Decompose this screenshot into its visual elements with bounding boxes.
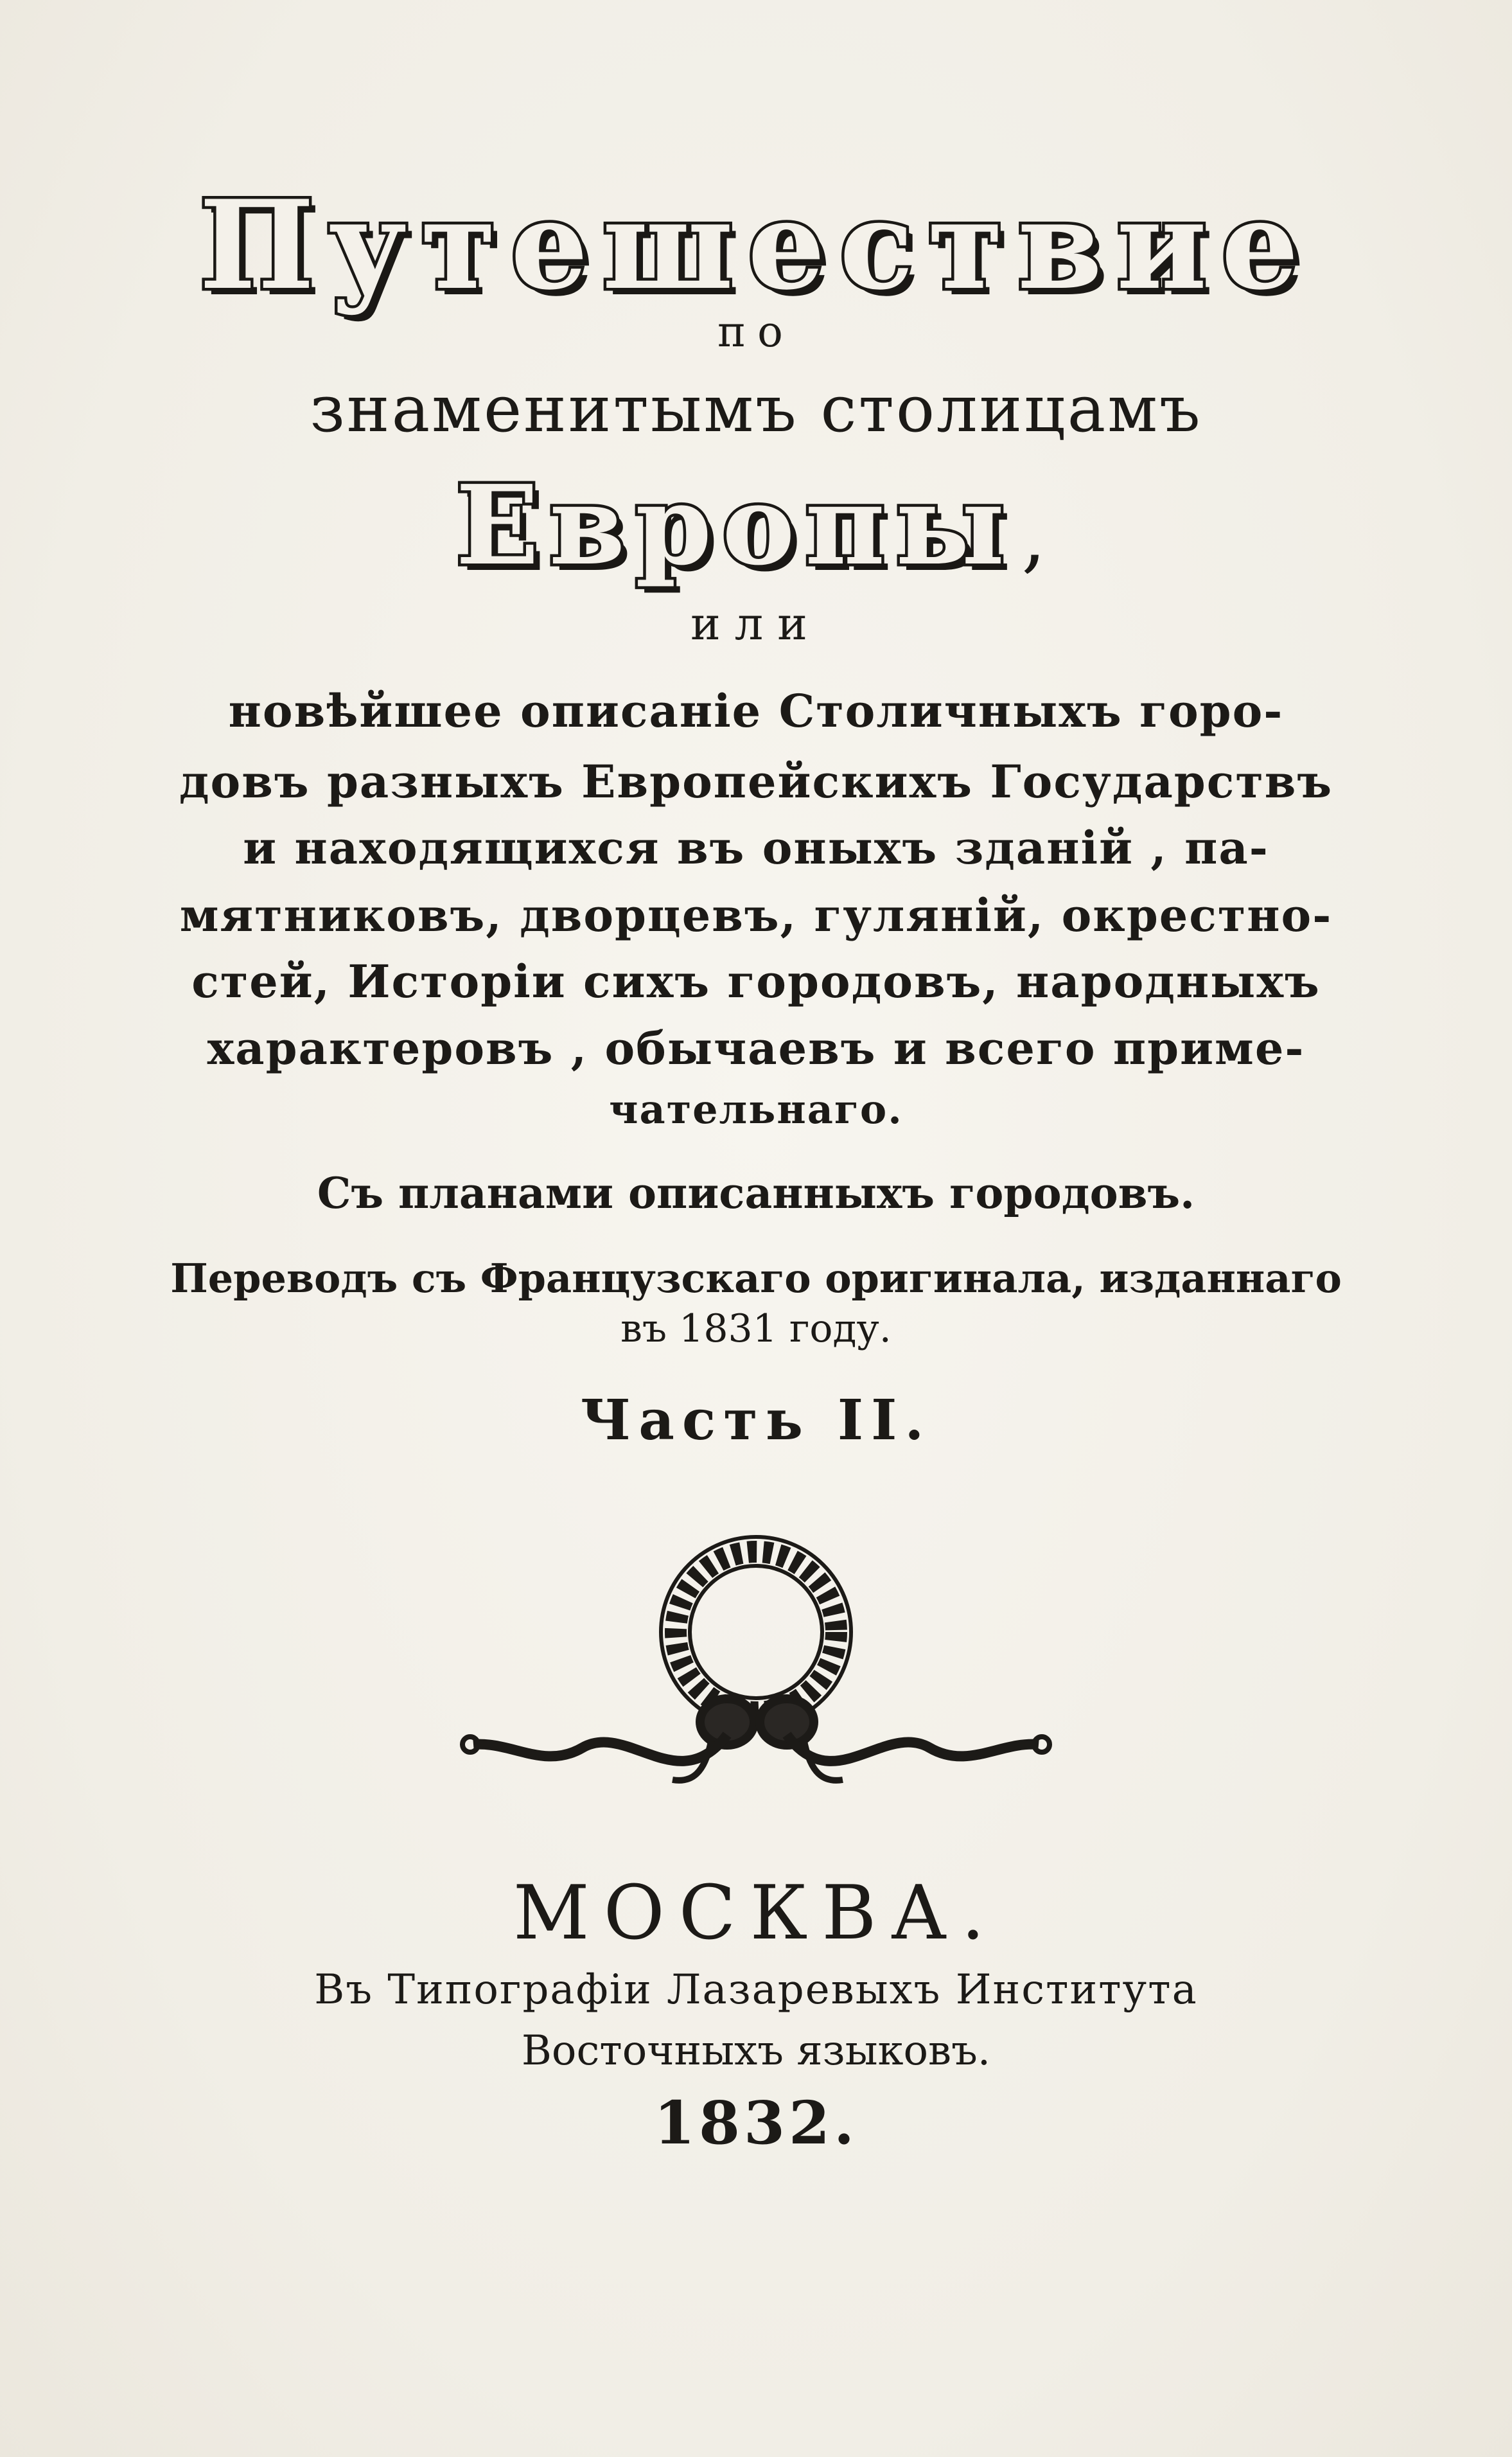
subtitle-europe: Европы	[455, 461, 1015, 590]
subtitle-europe-line	[0, 461, 1512, 590]
description-line: мятниковъ, дворцевъ, гуляній, окрестно-	[179, 889, 1333, 942]
translation-year: въ 1831 году.	[620, 1306, 892, 1351]
description-line: характеровъ , обычаевъ и всего приме-	[207, 1022, 1305, 1075]
imprint-press: Въ Типографіи Лазаревыхъ Института	[314, 1966, 1198, 2014]
laurel-wreath-ornament-icon	[435, 1529, 1077, 1799]
main-title: Путешествие	[199, 173, 1313, 317]
description-line: новѣйшее описаніе Столичныхъ горо-	[228, 684, 1284, 738]
imprint-press-institute: Восточныхъ языковъ.	[521, 2027, 991, 2075]
imprint-year: 1832.	[653, 2088, 859, 2158]
description-line: чательнаго.	[609, 1086, 903, 1133]
translation-note: Переводъ съ Французскаго оригинала, изданнаго	[170, 1255, 1342, 1302]
subtitle-ili: или	[690, 598, 822, 650]
description-line: довъ разныхъ Европейскихъ Государствъ	[179, 755, 1333, 808]
part-number: Часть II.	[580, 1388, 932, 1453]
description-line: стей, Исторіи сихъ городовъ, народныхъ	[191, 955, 1321, 1008]
subtitle-po: по	[717, 307, 795, 357]
description-line: и находящихся въ оныхъ зданій , па-	[243, 821, 1269, 874]
imprint-city: МОСКВА.	[513, 1870, 999, 1956]
subtitle-capitals: знаменитымъ столицамъ	[310, 371, 1202, 447]
europe-comma: ,	[1021, 493, 1057, 582]
plans-note: Съ планами описанныхъ городовъ.	[317, 1168, 1195, 1218]
